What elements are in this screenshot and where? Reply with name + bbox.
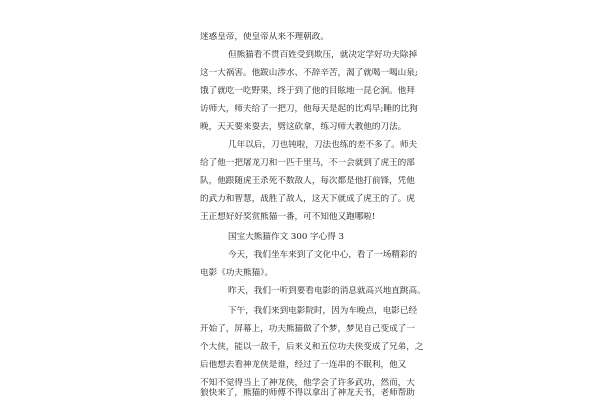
text-line: 但熊猫看不贯百姓受到欺压，就决定学好功夫除掉 — [228, 50, 418, 60]
text-line: 王正想好好奖赏熊猫一番，可不知他又跑哪啦! — [200, 212, 376, 222]
text-line: 的武力和智慧，战胜了敌人，这天下就成了虎王的了。虎 — [200, 194, 415, 204]
section-heading: 国宝大熊猫作文 300 字心得 3 — [228, 232, 345, 242]
text-line: 今天，我们坐车来到了文化中心，看了一场精彩的 — [228, 250, 418, 260]
text-line: 后他想去看神龙侠是谁，经过了一连串的不眠利，他又 — [200, 360, 407, 370]
text-line: 访师大，师夫给了一把刀，他每天是起的比鸡早;睡的比狗 — [200, 104, 418, 114]
text-line: 队，他跟随虎王杀死不数敌人，每次都是他打前锋，凭他 — [200, 176, 415, 186]
text-line: 昨天，我们一听到要看电影的消息就高兴地直跳高。 — [228, 286, 426, 296]
text-line: 这一大祸害。他跋山涉水、不辞辛苦，渴了就喝一喝山泉; — [200, 68, 418, 78]
text-line: 几年以后，刀也钝啦，刀法也练的差不多了。师夫 — [228, 140, 418, 150]
text-line: 狼快来了，熊猫的师傅不得以拿出了神龙天书，老师帮助 — [200, 388, 415, 398]
text-line: 饿了就吃一吃野果，终于到了他的目眩地一昆仑涧。他拜 — [200, 86, 415, 96]
text-line: 开始了，屏幕上，功夫熊猫做了个梦，梦见自己变成了一 — [200, 324, 415, 334]
text-line: 个大侠，能以一敌千，后来义和五位功夫侠变成了兄弟，之 — [200, 342, 424, 352]
text-line: 迷惑皇帝，使皇帝从来不理朝政。 — [200, 32, 329, 42]
text-line: 晚，天天要来耍去，劈这砍拿，练习师大教他的刀法。 — [200, 122, 407, 132]
text-line: 下午，我们来到电影院时，因为车晚点，电影已经 — [228, 306, 418, 316]
text-line: 不知不觉得当上了神龙侠，他学会了许多武功，然而，大 — [200, 378, 415, 388]
text-line: 电影《功夫熊猫》。 — [200, 268, 274, 278]
text-line: 给了他一把屠龙刀和一匹千里马，不一会就到了虎王的部 — [200, 158, 415, 168]
